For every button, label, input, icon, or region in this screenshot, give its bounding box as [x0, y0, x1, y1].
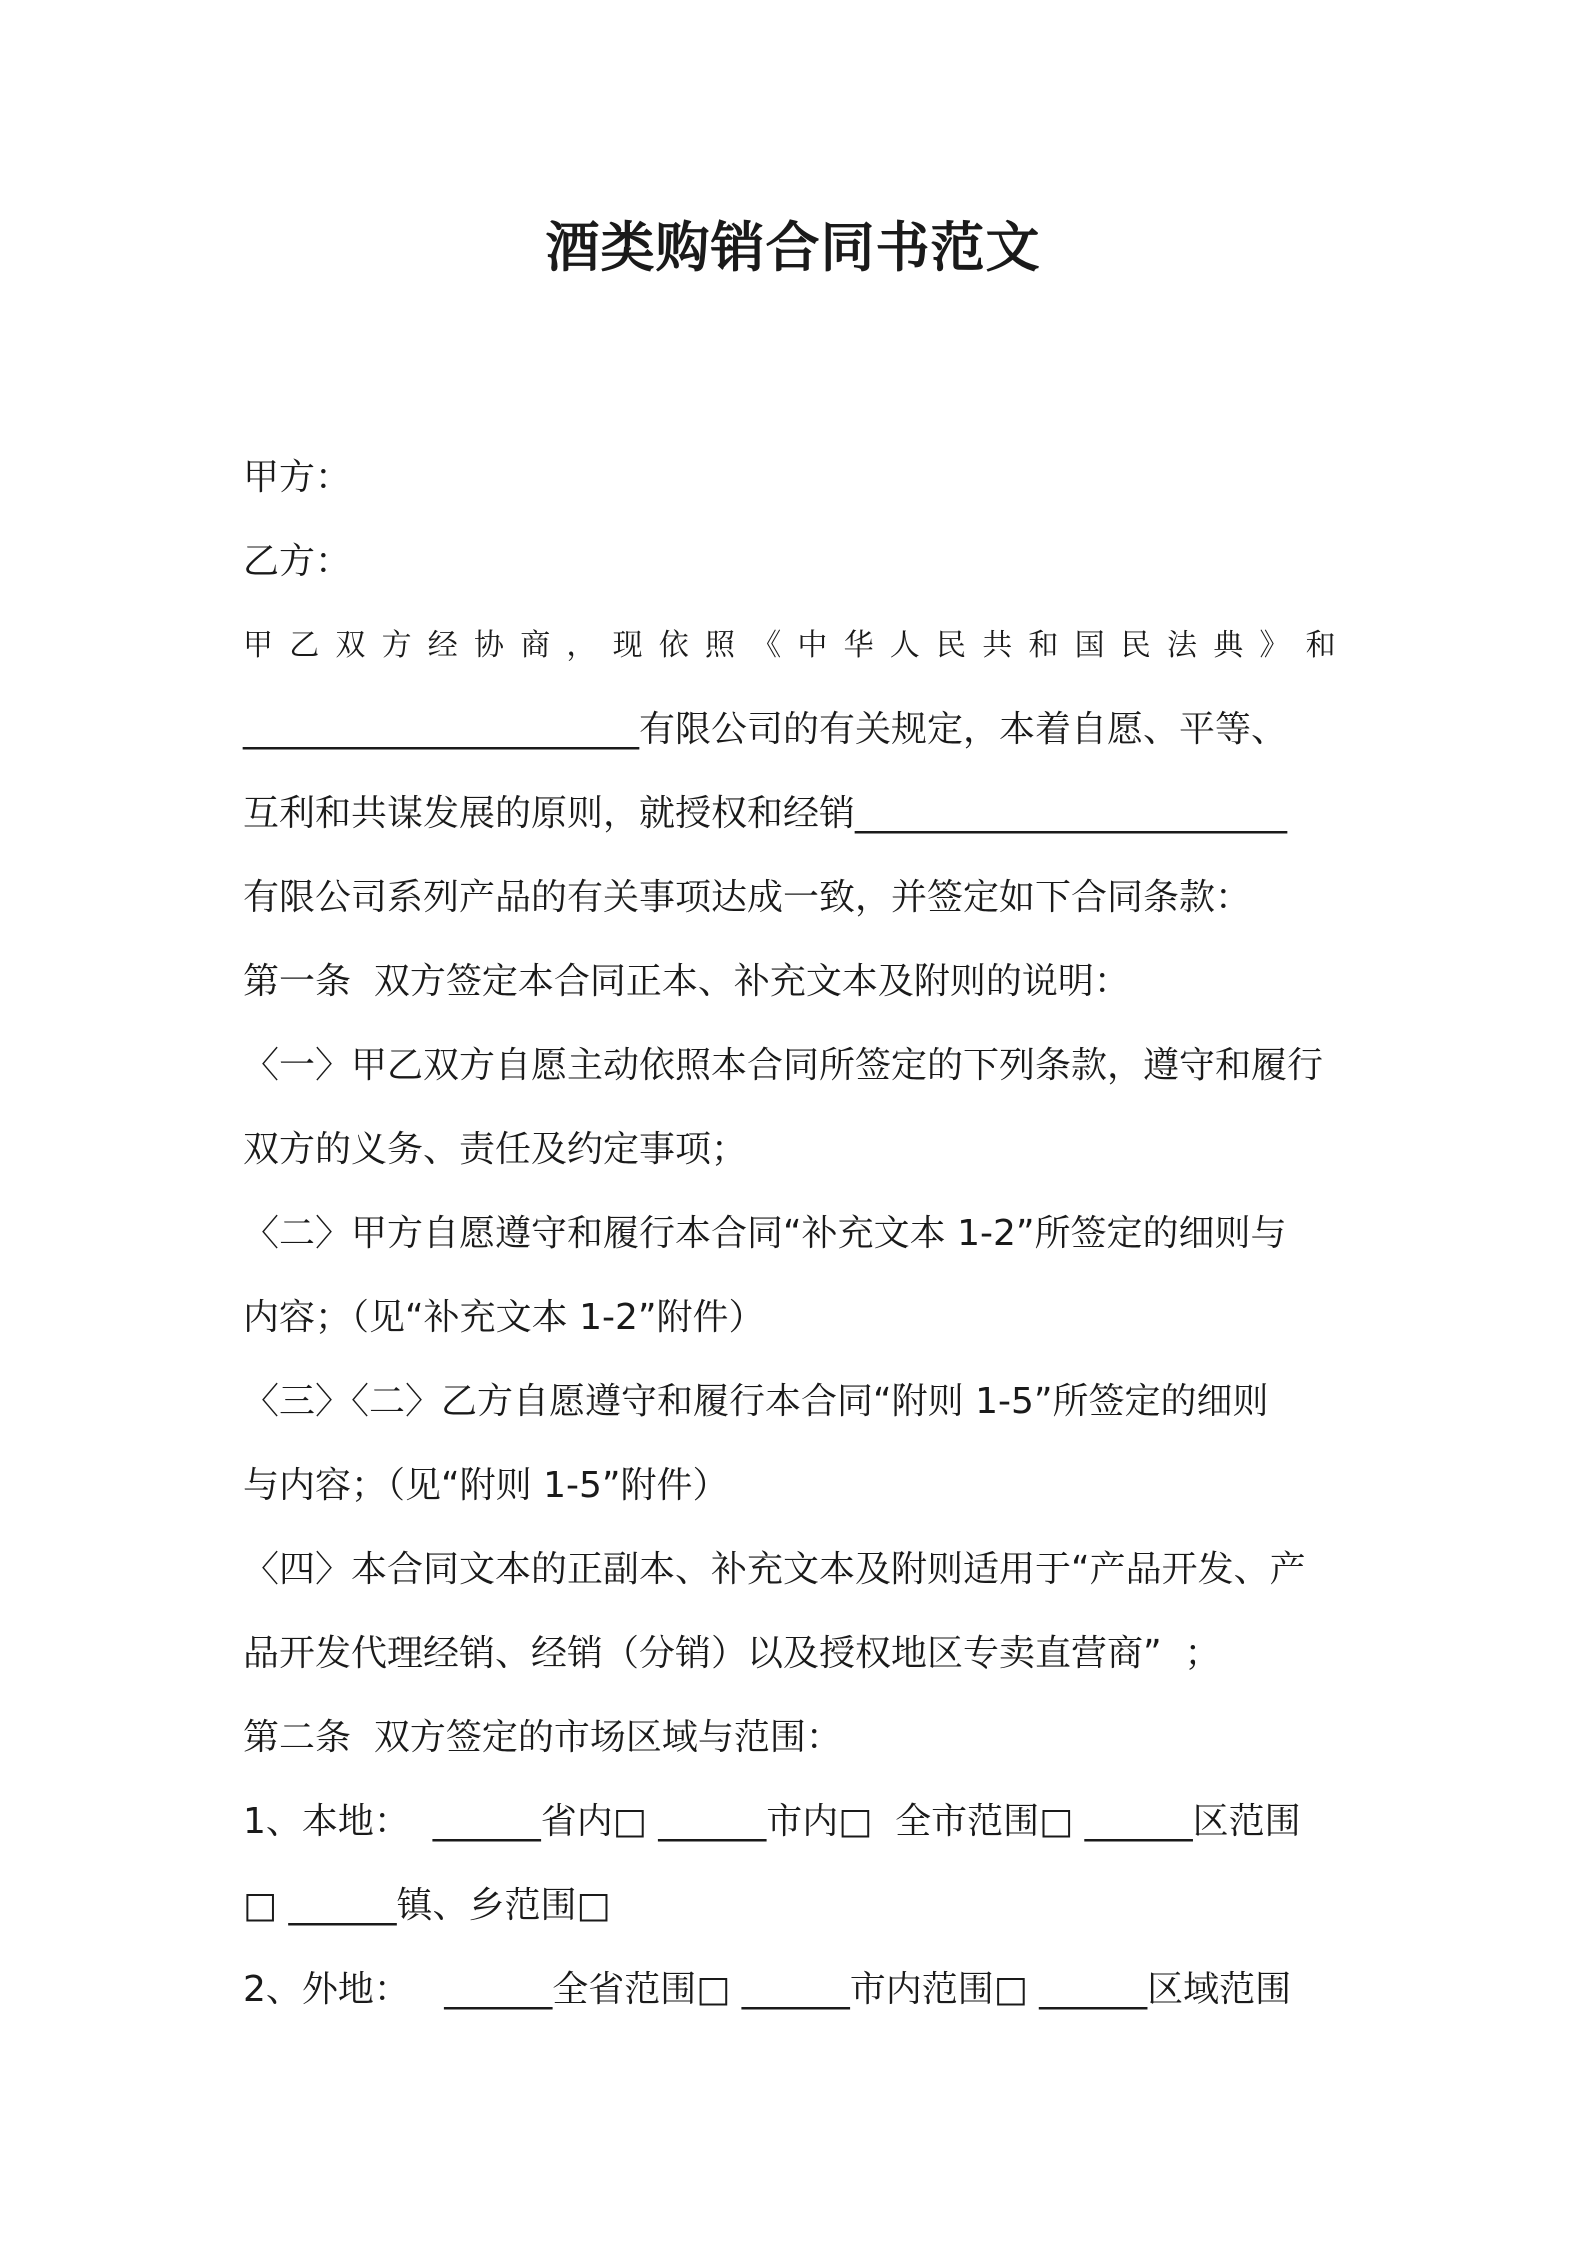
body-line: 〈四〉本合同文本的正副本、补充文本及附则适用于“产品开发、产 — [243, 1549, 1306, 1590]
body-line: 内容；（见“补充文本 1-2”附件） — [243, 1297, 765, 1338]
body-line: 品开发代理经销、经销（分销）以及授权地区专卖直营商” ； — [243, 1633, 1221, 1674]
body-line: □ ______镇、乡范围□ — [243, 1885, 611, 1926]
party-a-line: 甲方： — [243, 457, 352, 498]
body-line: 互利和共谋发展的原则，就授权和经销________________________ — [243, 793, 1288, 834]
body-line: 有限公司系列产品的有关事项达成一致，并签定如下合同条款： — [243, 877, 1252, 918]
body-line: 〈一〉甲乙双方自愿主动依照本合同所签定的下列条款，遵守和履行 — [243, 1045, 1324, 1086]
body-line: 与内容；（见“附则 1-5”附件） — [243, 1465, 729, 1506]
article-heading: 第二条 双方签定的市场区域与范围： — [243, 1717, 842, 1758]
body-line: 甲乙双方经协商，现依照《中华人民共和国民法典》和 — [243, 628, 1352, 663]
body-line: 2、外地： ______全省范围□ ______市内范围□ ______区域范围 — [243, 1969, 1292, 2010]
party-b-line: 乙方： — [243, 541, 352, 582]
body-line: 〈三〉〈二〉乙方自愿遵守和履行本合同“附则 1-5”所签定的细则 — [243, 1381, 1269, 1422]
body-line: 〈二〉甲方自愿遵守和履行本合同“补充文本 1-2”所签定的细则与 — [243, 1213, 1287, 1254]
body-line: 双方的义务、责任及约定事项； — [243, 1129, 748, 1170]
document-title: 酒类购销合同书范文 — [545, 216, 1041, 279]
article-heading: 第一条 双方签定本合同正本、补充文本及附则的说明： — [243, 961, 1130, 1002]
body-line: 1、本地： ______省内□ ______市内□ 全市范围□ ______区范围 — [243, 1801, 1301, 1842]
body-line: ______________________有限公司的有关规定，本着自愿、平等、 — [243, 709, 1288, 750]
